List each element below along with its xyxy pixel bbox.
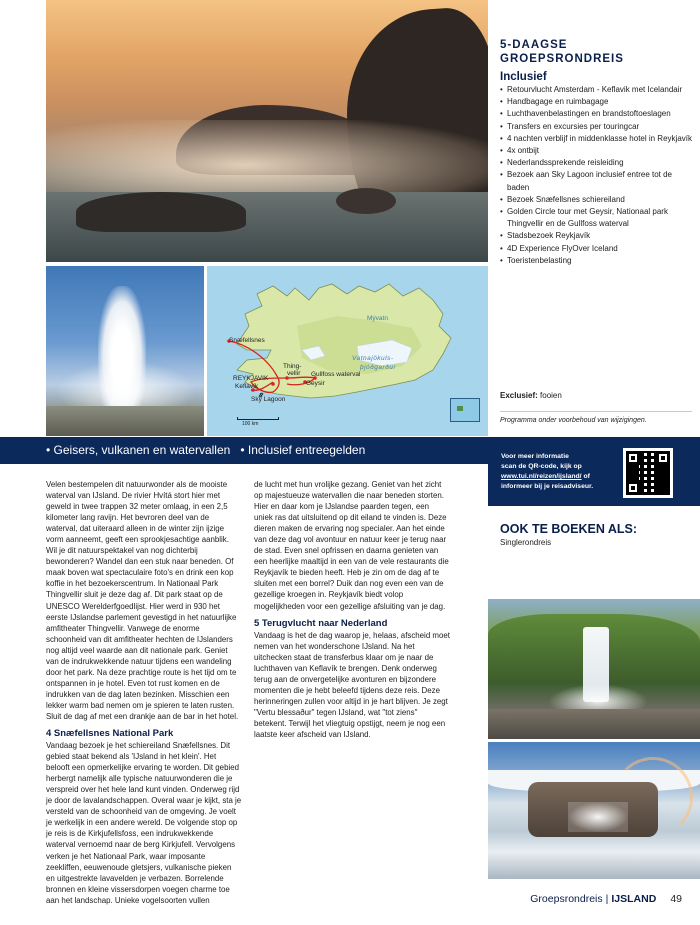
qr-line2: scan de QR-code, kijk op xyxy=(501,463,582,470)
list-item: • Nederlandssprekende reisleiding xyxy=(500,157,692,169)
falls2-rainbow xyxy=(613,757,693,837)
qr-line3: informeer bij je reisadviseur. xyxy=(501,483,594,490)
list-item: • Transfers en excursies per touringcar xyxy=(500,121,692,133)
bullet: • xyxy=(46,443,54,457)
qr-line1: Voor meer informatie xyxy=(501,453,569,460)
hero-rock-small xyxy=(336,188,396,214)
map-label-geysir: Geysir xyxy=(306,380,325,387)
map-label-myvatn: Mývatn xyxy=(367,315,388,322)
map-inset-locator xyxy=(450,398,480,422)
list-item: • Bezoek Snæfellsnes schiereiland xyxy=(500,194,692,206)
day5-heading: 5 Terugvlucht naar Nederland xyxy=(254,617,388,629)
page-footer xyxy=(530,893,682,905)
page-number: 49 xyxy=(670,893,682,905)
footer-section: Groepsrondreis xyxy=(530,893,603,905)
map-label-gullfoss: Gullfoss waterval xyxy=(311,371,361,378)
waterfall-photo-gullfoss-winter xyxy=(488,742,700,879)
list-item: • Toeristenbelasting xyxy=(500,255,692,267)
body-column-1 xyxy=(46,479,242,906)
day5-paragraph: Vandaag is het de dag waarop je, helaas, afscheid moet nemen van het wonderschone IJsland. Na het uitchecken staat de transferbus klaar om je naar de luchthaven van Keflavík te brengen. Denk onderweg terug aan de onvergetelijke avonturen en bijzondere momenten die je hebt beleefd tijdens deze reis. Deze herinneringen zullen voor altijd in je hart blijven. Je zegt "Vertu blessaður" tegen IJsland, wat "tot ziens" betekent. Terwijl het vliegtuig opstijgt, neem je nog een laatste keer afscheid van IJsland. xyxy=(254,630,450,739)
inclusions-list xyxy=(500,84,692,267)
waterfall-photo-skogafoss xyxy=(488,599,700,739)
map-label-sky-lagoon: Sky Lagoon xyxy=(251,396,286,403)
list-item: • Retourvlucht Amsterdam - Keflavik met Icelandair xyxy=(500,84,692,96)
qr-link-suffix: of xyxy=(581,473,590,480)
feature-geysers: Geisers, vulkanen en watervallen xyxy=(53,443,231,457)
day4-continued-paragraph: de lucht met hun vrolijke gezang. Geniet van het zicht op majestueuze watervallen die naar beneden storten. Hier en daar kom je IJslandse paarden tegen, een uniek ras dat uitsluitend op dit eiland te vinden is. Deze dieren maken de ervaring nog specialer. Aan het einde van deze dag vol avontuur en natuur keer je terug naar de stad. Even snel opfrissen en daarna genieten van een heerlijke maaltijd in een van de vele restaurants die Reykjavík te bieden heeft. Heb je zin om de dag af te sluiten met een borrel? Duik dan nog even een van de gezellige kroegen in. Reykjavík biedt volop mogelijkheden voor een gezellige afsluiting van je dag. xyxy=(254,480,449,611)
hero-photo-hot-spring xyxy=(46,0,488,262)
iceland-map xyxy=(207,266,488,436)
tui-iceland-link[interactable]: www.tui.nl/reizen/ijsland/ xyxy=(501,473,582,480)
map-scale-bar xyxy=(237,417,279,420)
geyser-photo xyxy=(46,266,204,436)
inclusief-heading: Inclusief xyxy=(500,71,547,83)
divider xyxy=(500,411,692,412)
map-label-glacier-1: Vatnajökuls- xyxy=(352,355,394,362)
list-item: • Bezoek aan Sky Lagoon inclusief entree tot de baden xyxy=(500,169,692,193)
list-item: • 4 nachten verblijf in middenklasse hotel in Reykjavík xyxy=(500,133,692,145)
also-bookable-item: Singlerondreis xyxy=(500,538,552,547)
list-item: • Handbagage en ruimbagage xyxy=(500,96,692,108)
hero-rock xyxy=(76,192,246,232)
map-label-keflavik: Keflavík xyxy=(235,383,259,390)
map-point-reykjavik xyxy=(271,382,275,386)
body-column-2 xyxy=(254,479,450,740)
map-scale-label: 100 km xyxy=(242,421,259,427)
map-label-reykjavik: REYKJAVIK xyxy=(233,375,269,382)
feature-entrance-fees: Inclusief entreegelden xyxy=(247,443,366,457)
day4-heading: 4 Snæfellsnes National Park xyxy=(46,728,174,740)
list-item: • Stadsbezoek Reykjavík xyxy=(500,230,692,242)
list-item: • Golden Circle tour met Geysir, Nationaal park Thingvellir en de Gullfoss waterval xyxy=(500,206,692,230)
exclusions-value: fooien xyxy=(540,391,562,400)
list-item: • 4x ontbijt xyxy=(500,145,692,157)
qr-finder-top-left xyxy=(626,451,640,465)
map-label-glacier-2: þjóðgarður xyxy=(360,364,397,371)
footer-country: IJSLAND xyxy=(611,893,657,905)
qr-text xyxy=(501,452,611,492)
qr-info-box xyxy=(488,437,700,506)
day4-paragraph: Vandaag bezoek je het schiereiland Snæfellsnes. Dit gebied staat bekend als 'IJsland in het klein'. Het belooft een opmerkelijke ervaring te worden. Dit gebied herbergt namelijk alle typische natuurwonderen die je verspreid over het hele land kunt vinden. Onderweg rijd je door de lavalandschappen. Overal waar je kijkt, sta je versteld van de schoonheid van de omgeving. Je voelt je werkelijk in een andere wereld. De volgende stop op je reis is de Kirkjufellsfoss, een indrukwekkende waterval vernoemd naar de berg Kirkjufell. Vervolgens verken je het Nationaal Park, waar imposante zeekliffen, eeuwenoude gletsjers, vulkanische pieken en uitgestrekte lavavelden je verbazen. Borrelende bronnen en kleine vissersdorpen voegen charme toe aan het landschap. Unieke vogelsoorten vullen xyxy=(46,741,242,905)
box-title-line1: 5-DAAGSE xyxy=(500,39,568,51)
map-label-thingvellir-1: Thing- xyxy=(283,363,302,370)
map-label-thingvellir-2: vellir xyxy=(287,370,301,377)
list-item: • Luchthavenbelastingen en brandstoftoeslagen xyxy=(500,108,692,120)
feature-band xyxy=(0,437,488,464)
program-note: Programma onder voorbehoud van wijzigingen. xyxy=(500,417,647,424)
box-title-line2: GROEPSRONDREIS xyxy=(500,53,624,65)
falls1-shore xyxy=(488,709,700,739)
bullet: • xyxy=(233,443,248,457)
also-bookable-heading: OOK TE BOEKEN ALS: xyxy=(500,522,638,536)
qr-code[interactable] xyxy=(623,448,673,498)
exclusions-line xyxy=(500,391,562,400)
list-item: • 4D Experience FlyOver Iceland xyxy=(500,243,692,255)
map-label-snaefellsnes: Snæfellsnes xyxy=(229,337,265,344)
intro-paragraph: Velen bestempelen dit natuurwonder als de mooiste waterval van IJsland. De rivier Hvítá stort hier met geweld in twee trappen 32 meter omlaag, in een 2,5 kilometer lang ravijn. Het bevroren deel van de waterval, dat uiteraard alleen in de winter zijn ijzige vorm aanneemt, geeft een sprookjesachtige aanblik. Wil je dit natuurspektakel van nog dichterbij bewonderen? Wandel dan een stuk naar beneden. Of maak boven wat spectaculaire foto's en drink een kop koffie in het bezoekerscentrum. In Nationaal Park Thingvellir sluit je deze dag af. Dit park staat op de UNESCO Werelderfgoedlijst. Hier werd in 930 het eerste IJslandse parlement gevestigd in het natuurlijke amfitheater Thingvellir. Vanwege de enorme schoonheid van dit amfitheater hechten de IJslanders nog altijd veel waarde aan dit nationale park. Geniet van de indrukwekkende natuur tijdens een wandeling door het park. Na deze prachtige route is het tijd om te ontspannen in je hotel. Even tot rust komen en de indrukken van de dag laten bezinken. Misschien een lekker warm bad nemen om je spieren te laten rusten. Sluit de dag af met een drankje aan de bar in het hotel. xyxy=(46,480,239,721)
qr-finder-bottom-left xyxy=(626,481,640,495)
qr-finder-top-right xyxy=(656,451,670,465)
footer-separator: | xyxy=(605,893,609,905)
exclusions-label: Exclusief: xyxy=(500,391,538,400)
map-drawing xyxy=(207,266,488,436)
inclusions-box xyxy=(500,38,692,267)
geyser-ground xyxy=(46,406,204,436)
